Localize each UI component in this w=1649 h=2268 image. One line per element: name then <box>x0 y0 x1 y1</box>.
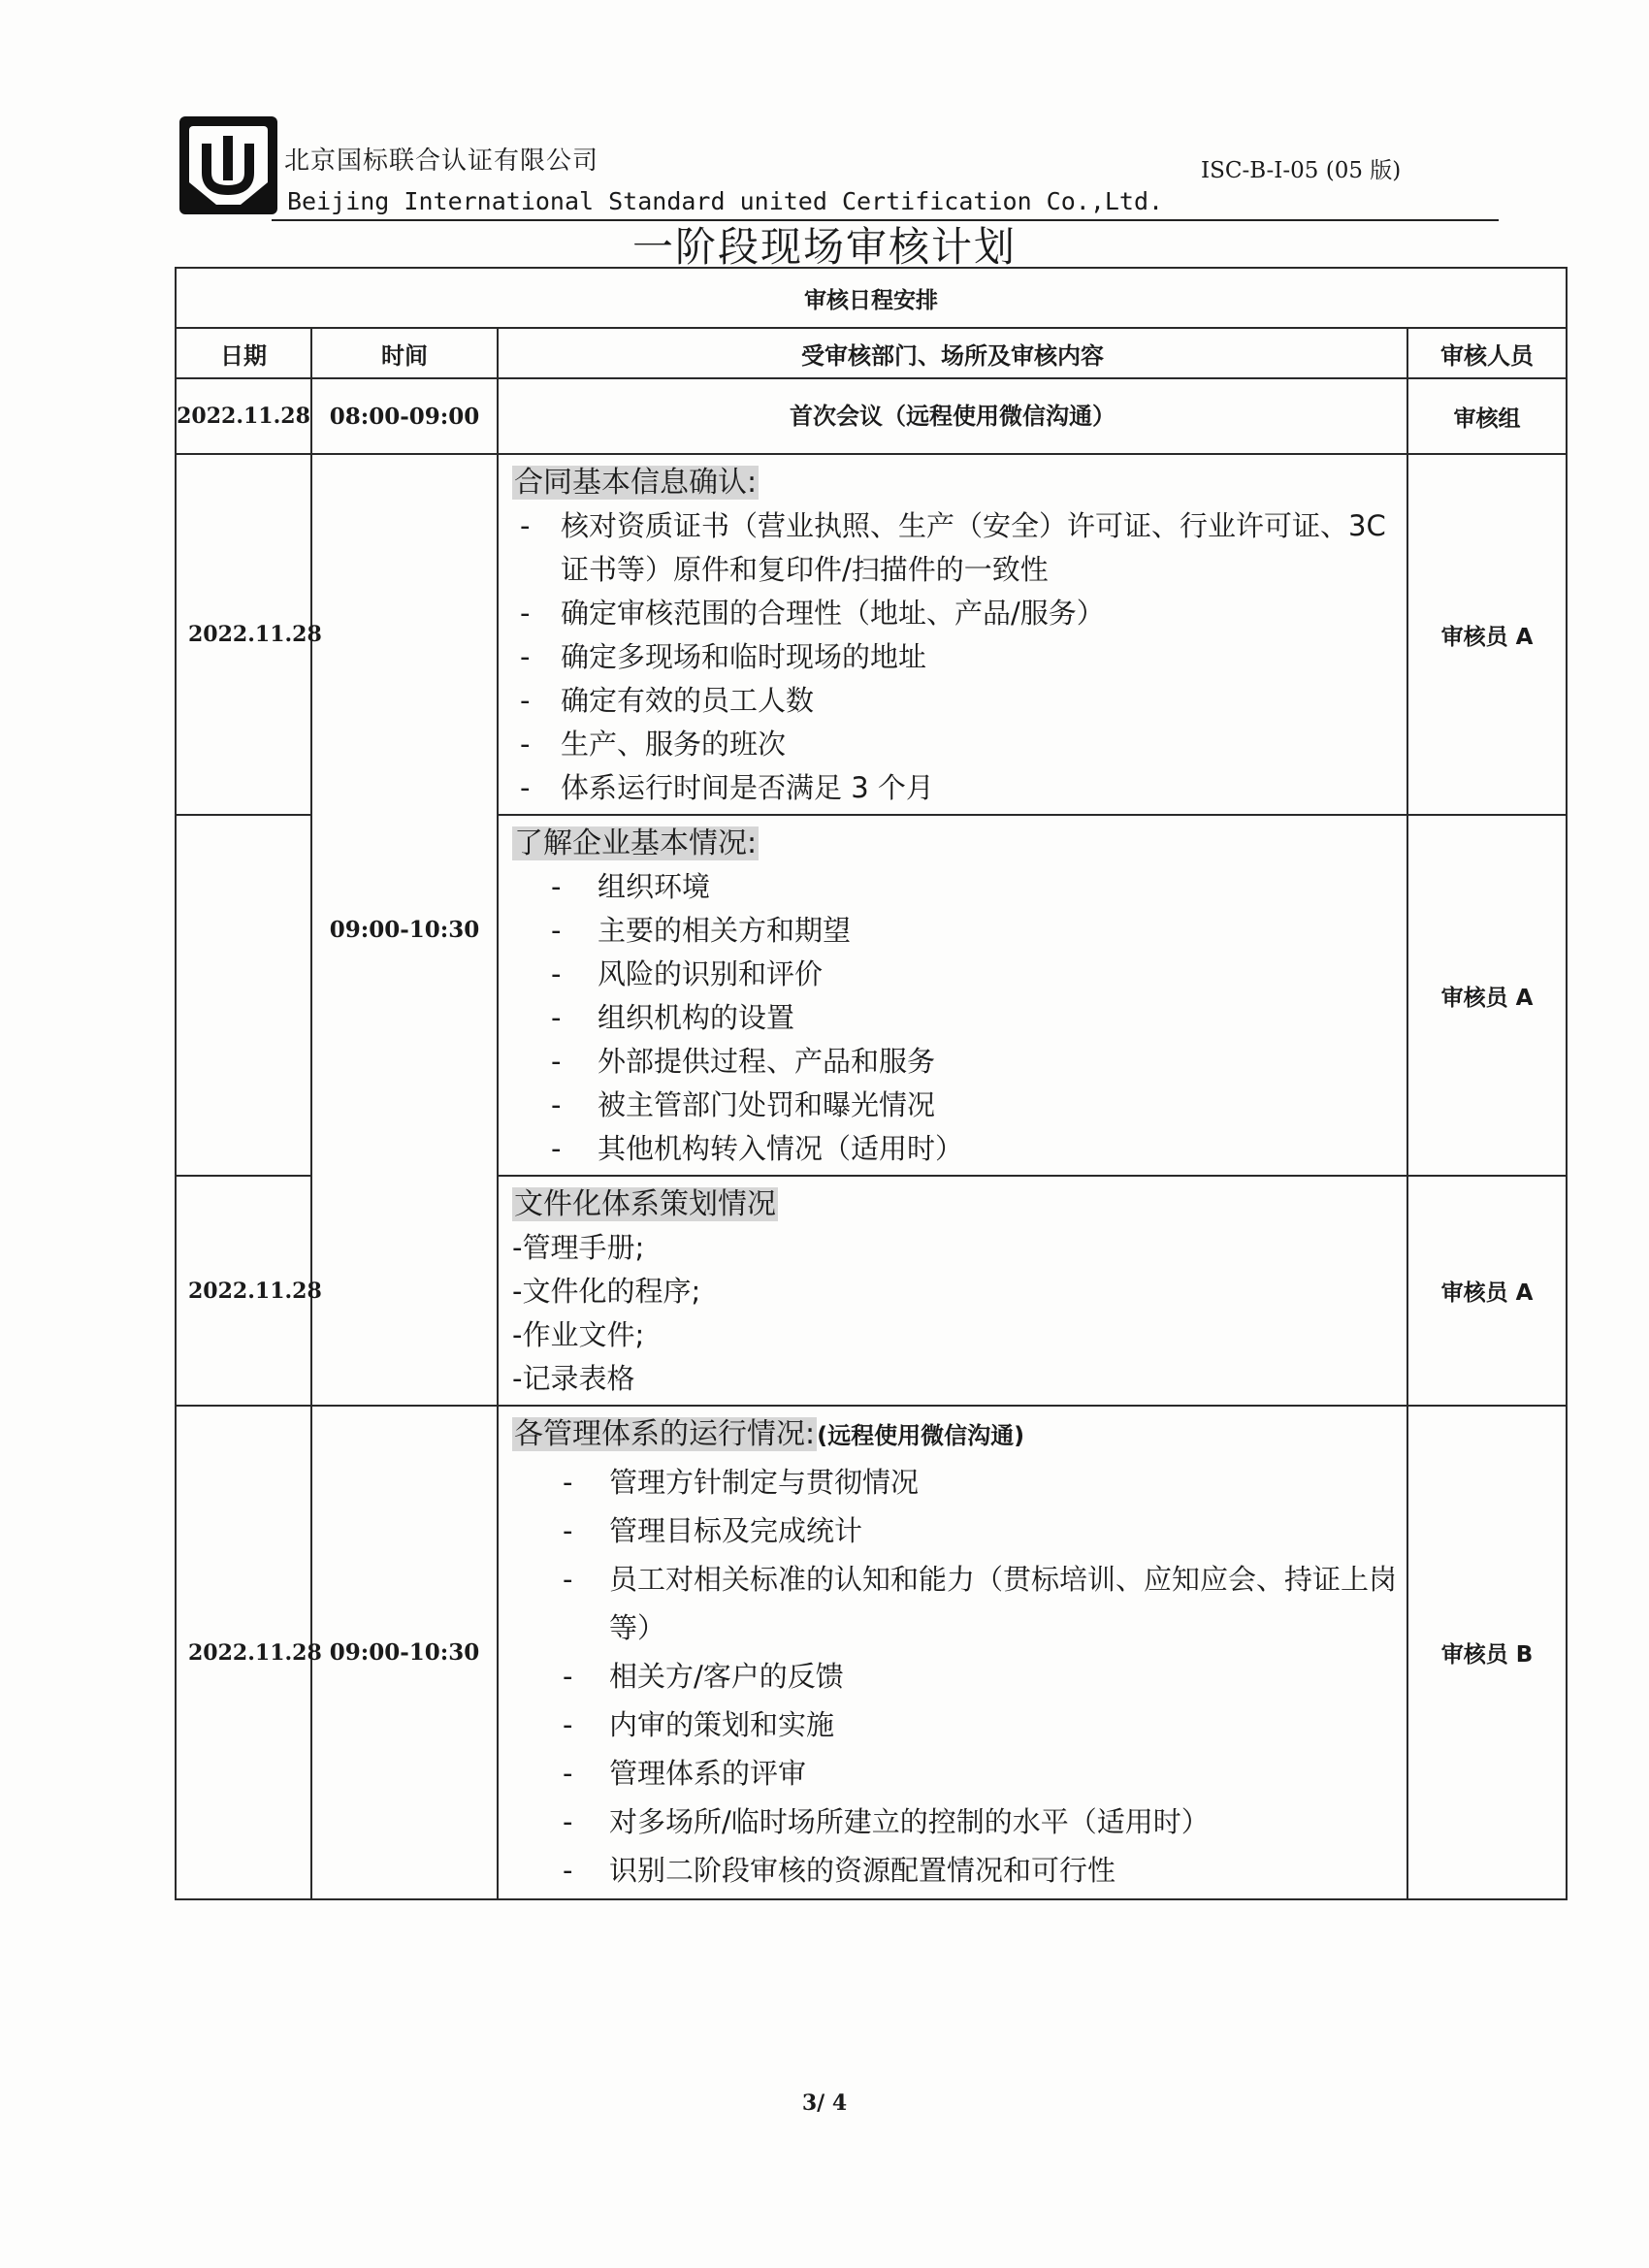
row-date: 2022.11.28 <box>176 454 311 815</box>
list-item: - 员工对相关标准的认知和能力（贯标培训、应知应会、持证上岗等） <box>512 1555 1397 1652</box>
list-item: -文件化的程序; <box>512 1275 701 1308</box>
list-item: - 体系运行时间是否满足 3 个月 <box>512 766 1397 810</box>
list-item: - 识别二阶段审核的资源配置情况和可行性 <box>512 1846 1397 1895</box>
page-title: 一阶段现场审核计划 <box>631 223 1017 271</box>
table-row <box>176 378 1567 454</box>
table-row <box>176 1406 1567 1899</box>
company-name-en: Beijing International Standard united Certification Co.,Ltd. <box>287 187 1164 215</box>
list-item: - 管理体系的评审 <box>512 1749 1397 1798</box>
header-auditor: 审核人员 <box>1407 328 1567 378</box>
header-time: 时间 <box>311 328 498 378</box>
document-code: ISC-B-I-05 (05 版) <box>1201 158 1402 183</box>
section-title: 合同基本信息确认: <box>514 466 758 500</box>
list-item: - 风险的识别和评价 <box>512 953 1397 996</box>
row-auditor: 审核组 <box>1407 378 1567 454</box>
list-item: - 组织机构的设置 <box>512 996 1397 1040</box>
list-item: - 确定有效的员工人数 <box>512 679 1397 723</box>
company-name-cn: 北京国标联合认证有限公司 <box>284 146 599 176</box>
row-date: 2022.11.28 <box>176 1176 311 1406</box>
list-item: - 相关方/客户的反馈 <box>512 1652 1397 1701</box>
section-title: 文件化体系策划情况 <box>514 1187 776 1221</box>
table-caption: 审核日程安排 <box>176 268 1567 328</box>
row-content <box>498 1176 1407 1406</box>
row-auditor: 审核员 A <box>1407 1176 1567 1406</box>
table-row <box>176 454 1567 815</box>
list-item: - 确定多现场和临时现场的地址 <box>512 635 1397 679</box>
list-item: - 管理方针制定与贯彻情况 <box>512 1458 1397 1507</box>
list-item: - 外部提供过程、产品和服务 <box>512 1040 1397 1084</box>
row-content: 首次会议（远程使用微信沟通） <box>498 378 1407 454</box>
list-item: - 组织环境 <box>512 865 1397 909</box>
row-content <box>498 454 1407 815</box>
list-item: - 主要的相关方和期望 <box>512 909 1397 953</box>
list-item: - 确定审核范围的合理性（地址、产品/服务） <box>512 592 1397 635</box>
page-number: 3/ 4 <box>801 2090 848 2116</box>
table-header-row <box>176 328 1567 378</box>
section-note: (远程使用微信沟通) <box>817 1422 1025 1449</box>
row-date: 2022.11.28 <box>176 378 311 454</box>
list-item: -管理手册; <box>512 1231 645 1264</box>
list-item: - 内审的策划和实施 <box>512 1701 1397 1749</box>
row-date: 2022.11.28 <box>176 1406 311 1899</box>
section-title: 各管理体系的运行情况: <box>514 1417 816 1451</box>
list-item: - 其他机构转入情况（适用时） <box>512 1127 1397 1171</box>
header-date: 日期 <box>176 328 311 378</box>
list-item: - 生产、服务的班次 <box>512 723 1397 766</box>
section-title: 了解企业基本情况: <box>514 826 758 860</box>
audit-schedule-table <box>175 267 1568 1900</box>
list-item: -作业文件; <box>512 1318 645 1351</box>
header-content: 受审核部门、场所及审核内容 <box>498 328 1407 378</box>
list-item: - 管理目标及完成统计 <box>512 1507 1397 1555</box>
list-item: - 核对资质证书（营业执照、生产（安全）许可证、行业许可证、3C 证书等）原件和复印件/扫描件的一致性 <box>512 504 1397 592</box>
row-time: 08:00-09:00 <box>311 378 498 454</box>
table-caption-row <box>176 268 1567 328</box>
list-item: -记录表格 <box>512 1362 635 1395</box>
list-item: - 对多场所/临时场所建立的控制的水平（适用时） <box>512 1798 1397 1846</box>
row-content <box>498 815 1407 1176</box>
row-time: 09:00-10:30 <box>311 454 498 1406</box>
company-logo-icon <box>178 114 279 216</box>
list-item: - 被主管部门处罚和曝光情况 <box>512 1084 1397 1127</box>
row-content <box>498 1406 1407 1899</box>
row-auditor: 审核员 B <box>1407 1406 1567 1899</box>
row-time: 09:00-10:30 <box>311 1406 498 1899</box>
row-auditor: 审核员 A <box>1407 454 1567 815</box>
row-date <box>176 815 311 1176</box>
row-auditor: 审核员 A <box>1407 815 1567 1176</box>
